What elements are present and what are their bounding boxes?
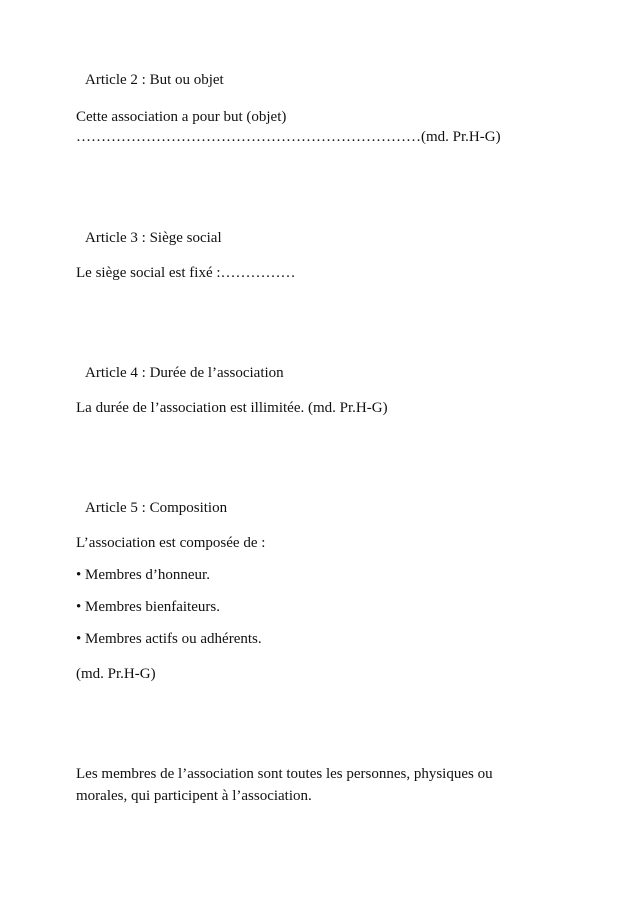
article-5-intro: L’association est composée de : <box>76 535 266 551</box>
article-4-heading: Article 4 : Durée de l’association <box>85 365 284 381</box>
list-item: • Membres actifs ou adhérents. <box>76 631 262 647</box>
article-3-heading: Article 3 : Siège social <box>85 230 222 246</box>
article-5-heading: Article 5 : Composition <box>85 500 228 516</box>
article-3-text: Le siège social est fixé :…………… <box>76 265 296 281</box>
article-2-purpose-line: Cette association a pour but (objet) <box>76 109 287 125</box>
article-4-text: La durée de l’association est illimitée. (md. Pr.H-G) <box>76 400 388 416</box>
list-item: • Membres d’honneur. <box>76 567 210 583</box>
list-item: • Membres bienfaiteurs. <box>76 599 220 615</box>
article-2-purpose-dots: ……………………………………………………………(md. Pr.H-G) <box>76 129 501 145</box>
article-5-note: (md. Pr.H-G) <box>76 666 156 682</box>
members-paragraph: Les membres de l’association sont toutes les personnes, physiques ou morales, qui participent à l’association. <box>76 766 493 804</box>
article-2-heading: Article 2 : But ou objet <box>85 72 224 88</box>
